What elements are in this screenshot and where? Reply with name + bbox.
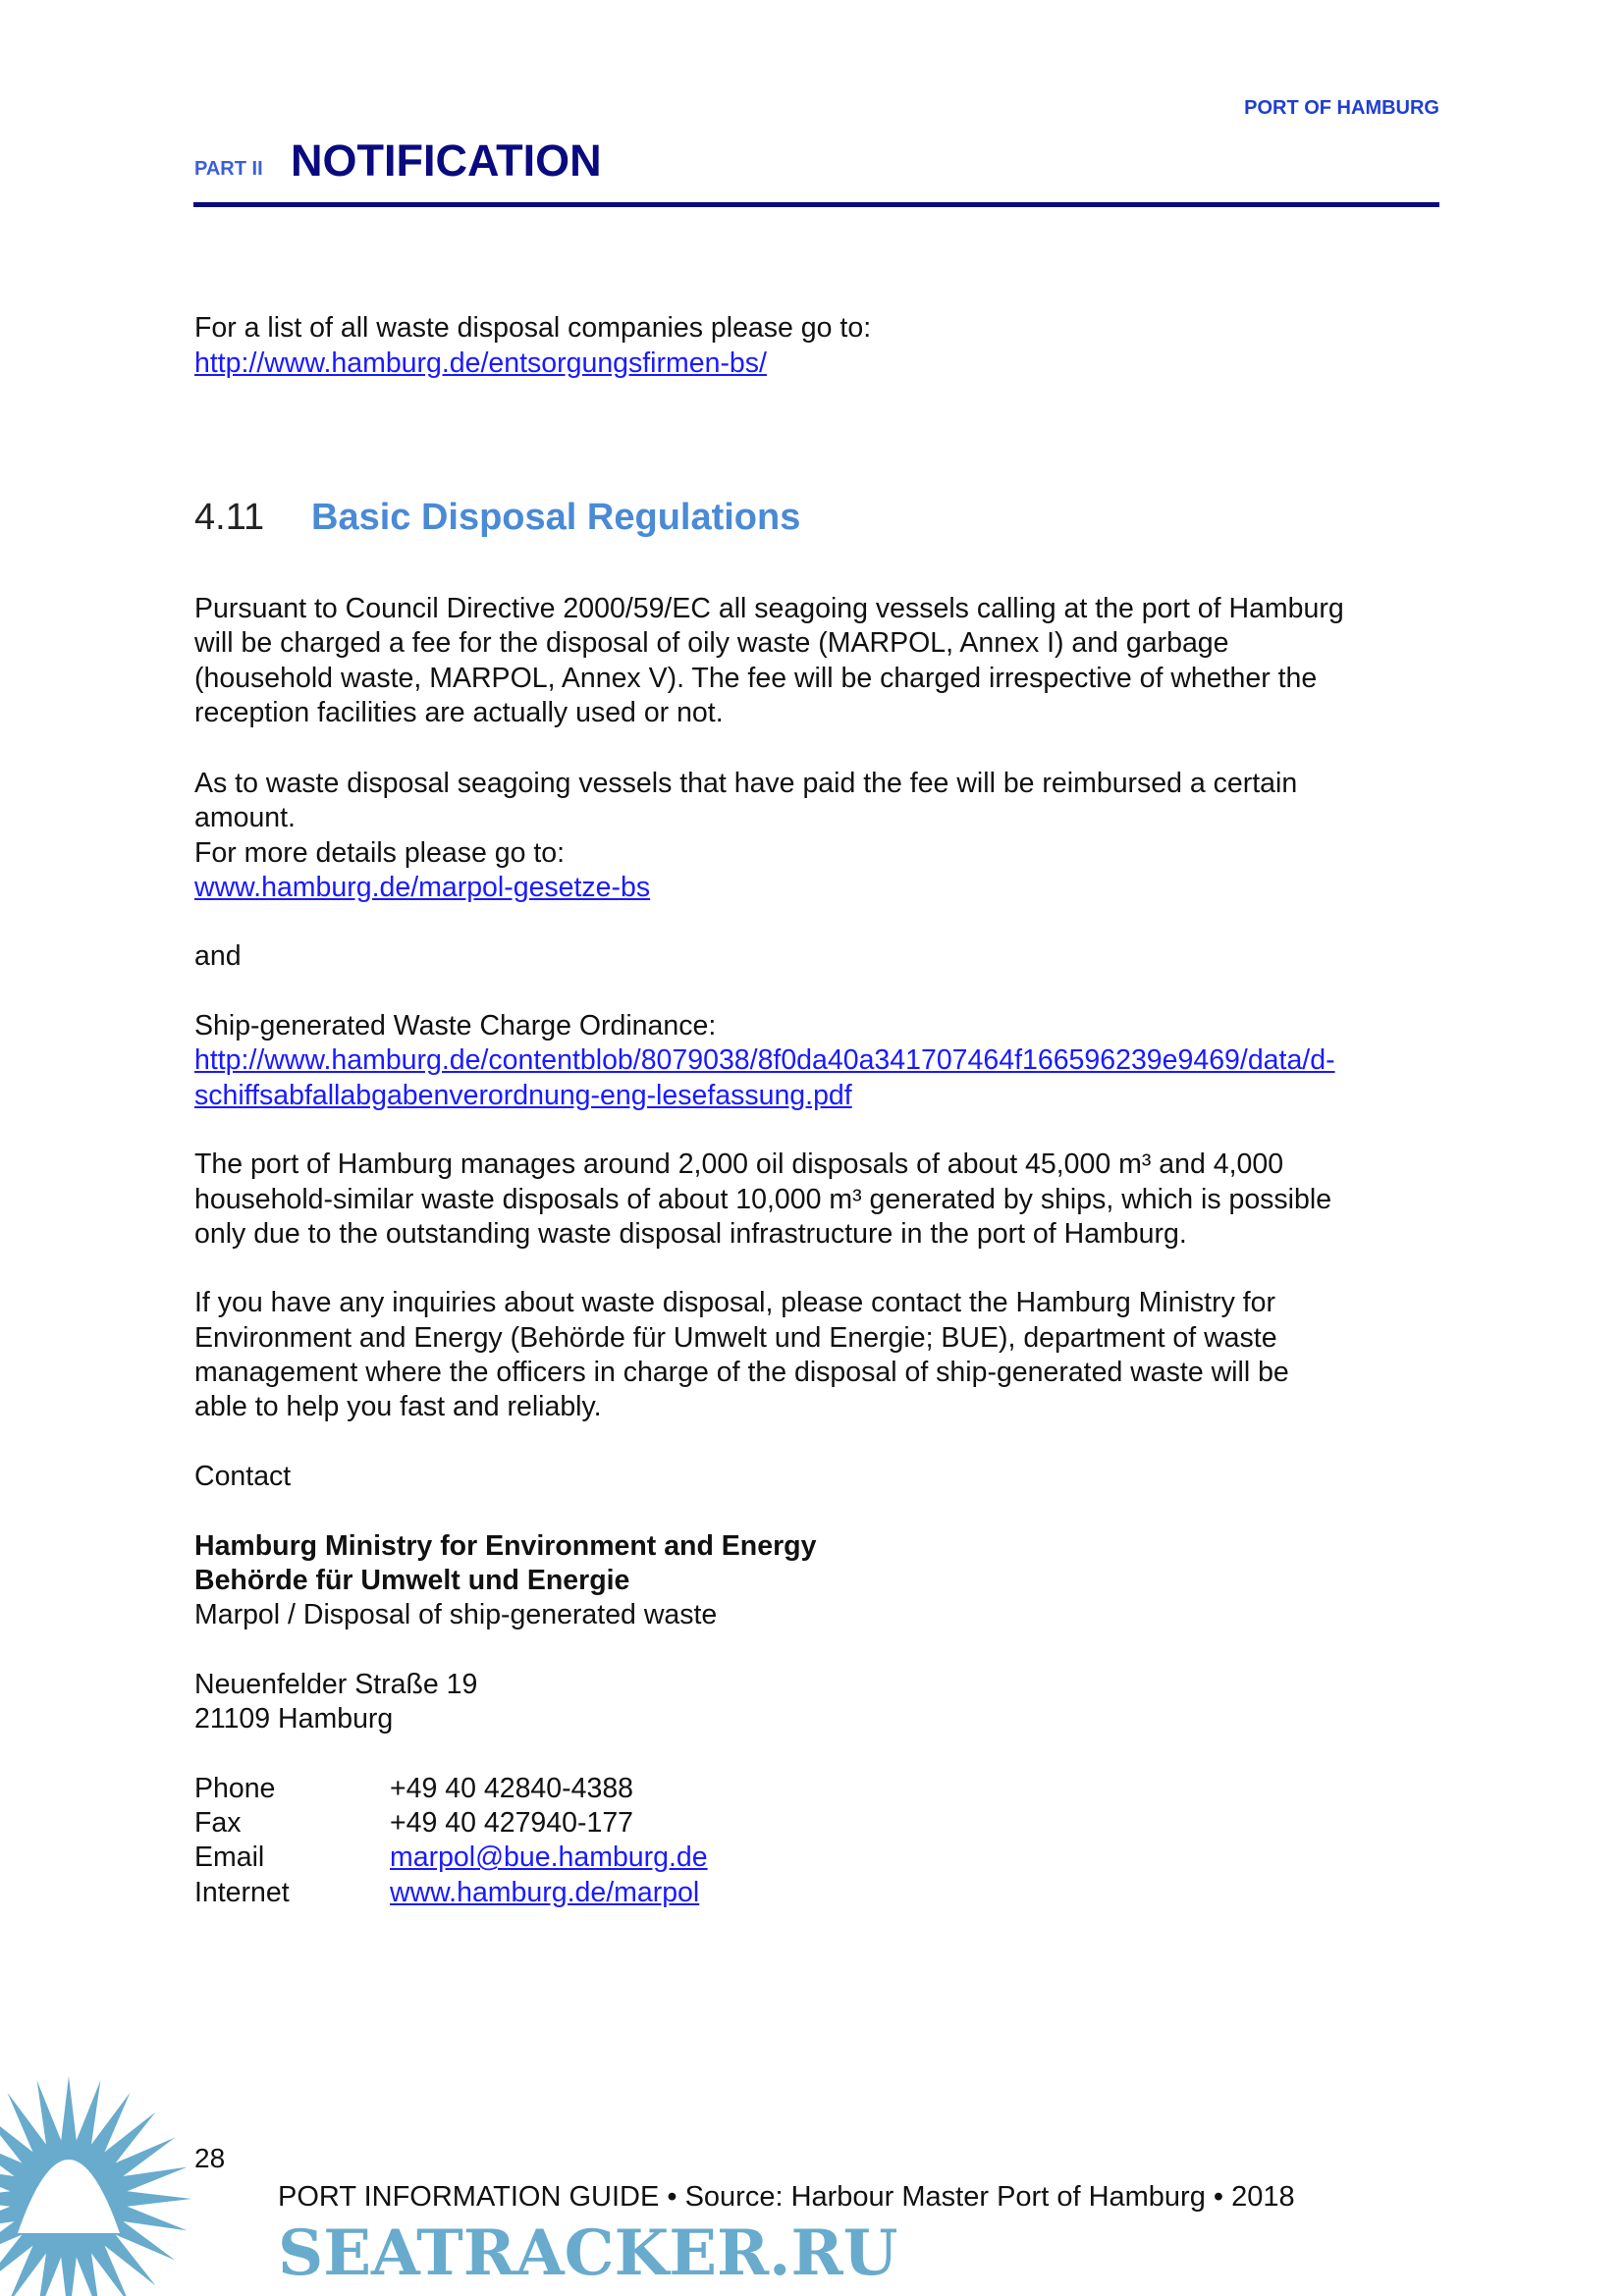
- ordinance-link-continued[interactable]: schiffsabfallabgabenverordnung-eng-lesefassung.pdf: [194, 1079, 852, 1111]
- email-link[interactable]: marpol@bue.hamburg.de: [390, 1842, 708, 1874]
- page-number: 28: [194, 2143, 226, 2173]
- contact-street: Neuenfelder Straße 19: [194, 1668, 478, 1700]
- paragraph-reimbursement: [194, 767, 1335, 1910]
- text-line: reception facilities are actually used or not.: [194, 696, 724, 728]
- text-line: (household waste, MARPOL, Annex V). The fee will be charged irrespective of whether the: [194, 662, 1318, 694]
- section-number: 4.11: [194, 497, 265, 538]
- contact-city: 21109 Hamburg: [194, 1703, 394, 1735]
- text-line: The port of Hamburg manages around 2,000 oil disposals of about 45,000 m³ and 4,000: [194, 1148, 1284, 1181]
- text-line: If you have any inquiries about waste disposal, please contact the Hamburg Ministry for: [194, 1287, 1275, 1319]
- section-title: Basic Disposal Regulations: [311, 497, 801, 538]
- text-line: household-similar waste disposals of about 10,000 m³ generated by ships, which is possible: [194, 1183, 1332, 1215]
- text-line: For more details please go to:: [194, 836, 566, 869]
- internet-link[interactable]: www.hamburg.de/marpol: [390, 1876, 700, 1908]
- header-port-label: PORT OF HAMBURG: [1244, 97, 1439, 119]
- paragraph-directive: [194, 592, 1344, 730]
- text-line: management where the officers in charge of the disposal of ship-generated waste will be: [194, 1357, 1289, 1389]
- intro-text: For a list of all waste disposal companies please go to:: [194, 312, 872, 344]
- text-line: only due to the outstanding waste disposal infrastructure in the port of Hamburg.: [194, 1217, 1187, 1250]
- text-line: Environment and Energy (Behörde für Umwelt und Energie; BUE), department of waste: [194, 1321, 1277, 1354]
- contact-row-internet: [194, 1876, 1335, 1910]
- contact-org-german: Behörde für Umwelt und Energie: [194, 1564, 630, 1596]
- text-line: and: [194, 940, 242, 973]
- contact-label: Phone: [194, 1772, 276, 1804]
- page-title: NOTIFICATION: [291, 135, 602, 186]
- ordinance-label: Ship-generated Waste Charge Ordinance:: [194, 1010, 717, 1042]
- text-line: will be charged a fee for the disposal of oily waste (MARPOL, Annex I) and garbage: [194, 627, 1229, 660]
- contact-label: Email: [194, 1842, 265, 1874]
- contact-department: Marpol / Disposal of ship-generated waste: [194, 1599, 718, 1631]
- text-line: Pursuant to Council Directive 2000/59/EC all seagoing vessels calling at the port of Hamburg: [194, 593, 1344, 624]
- marpol-gesetze-link[interactable]: www.hamburg.de/marpol-gesetze-bs: [194, 871, 651, 903]
- fax-value: +49 40 427940-177: [390, 1806, 634, 1839]
- text-line: As to waste disposal seagoing vessels that have paid the fee will be reimbursed a certain: [194, 768, 1298, 799]
- contact-label: Internet: [194, 1876, 290, 1908]
- header-part-label: PART II: [194, 158, 263, 180]
- header-divider: [193, 202, 1439, 207]
- watermark-sunburst-icon: [0, 2066, 255, 2296]
- footer-text: PORT INFORMATION GUIDE • Source: Harbour Master Port of Hamburg • 2018: [278, 2181, 1295, 2213]
- waste-companies-link[interactable]: http://www.hamburg.de/entsorgungsfirmen-bs/: [194, 347, 767, 379]
- contact-heading: Contact: [194, 1460, 292, 1492]
- text-line: able to help you fast and reliably.: [194, 1391, 602, 1423]
- contact-row-fax: [194, 1806, 1335, 1841]
- phone-value: +49 40 42840-4388: [390, 1772, 634, 1804]
- text-line: amount.: [194, 802, 296, 834]
- contact-label: Fax: [194, 1806, 242, 1839]
- contact-org: Hamburg Ministry for Environment and Energy: [194, 1529, 817, 1562]
- watermark-logo: SEATRACKER.RU: [278, 2216, 898, 2290]
- contact-row-email: [194, 1841, 1335, 1875]
- ordinance-link[interactable]: http://www.hamburg.de/contentblob/8079038/8f0da40a341707464f166596239e9469/data/d-: [194, 1044, 1335, 1077]
- contact-row-phone: [194, 1772, 1335, 1806]
